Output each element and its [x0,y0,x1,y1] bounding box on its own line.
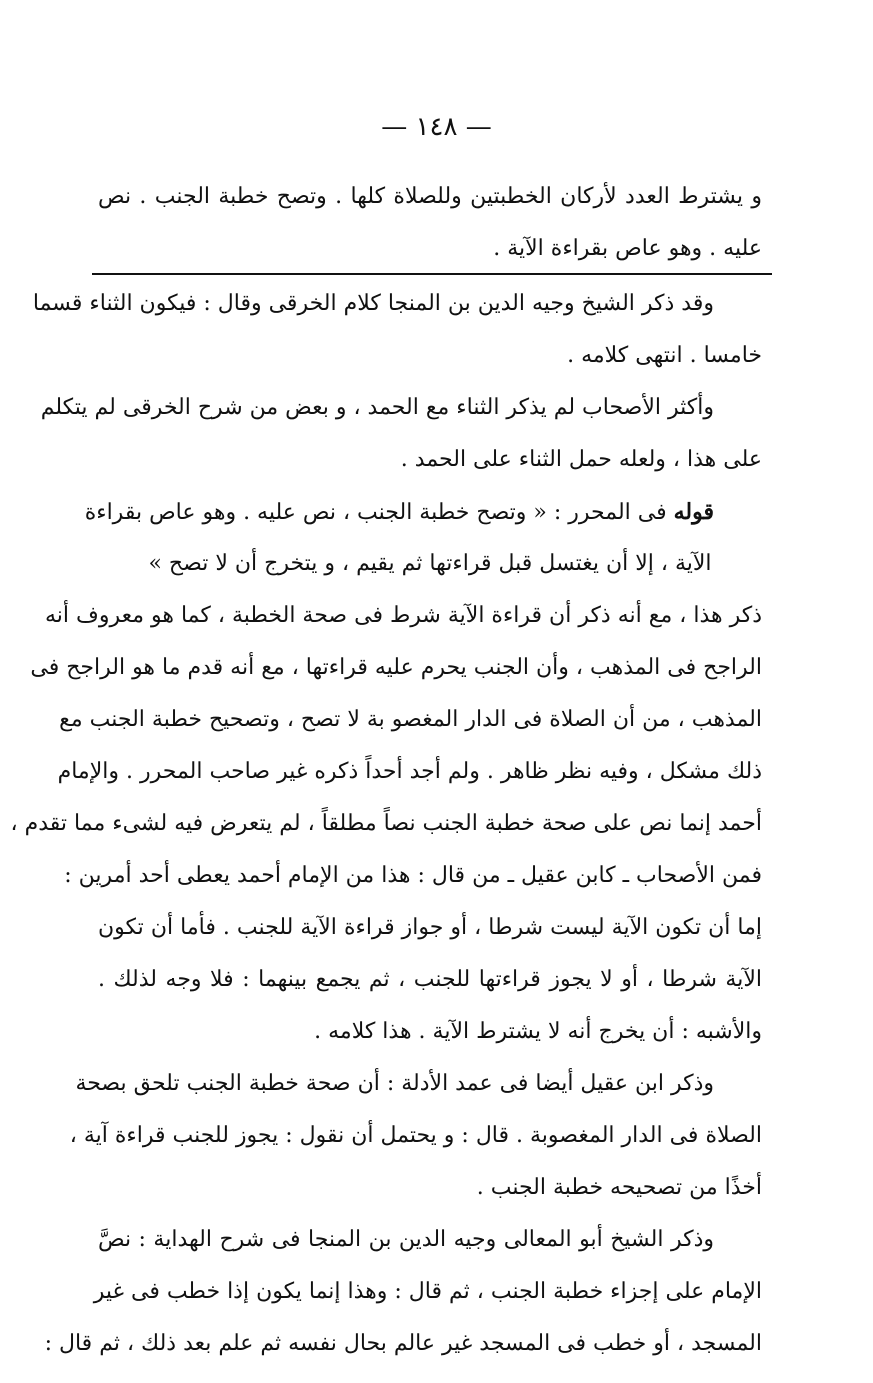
main-text-line: وذكر ابن عقيل أيضا فى عمد الأدلة : أن صحة خطبة الجنب تلحق بصحة [75,1071,714,1096]
main-text-line: ذكر هذا ، مع أنه ذكر أن قراءة الآية شرط فى صحة الخطبة ، كما هو معروف أنه [45,603,762,628]
main-text-line: الراجح فى المذهب ، وأن الجنب يحرم عليه قراءتها ، مع أنه قدم ما هو الراجح فى [30,655,762,680]
main-text-line: ذلك مشكل ، وفيه نظر ظاهر . ولم أجد أحداً ذكره غير صاحب المحرر . والإمام [57,759,762,784]
upper-text-block [98,171,762,275]
main-text-line: الآية شرطا ، أو لا يجوز قراءتها للجنب ، ثم يجمع بينهما : فلا وجه لذلك . [98,967,762,992]
main-text-line: والأشبه : أن يخرج أنه لا يشترط الآية . هذا كلامه . [314,1019,762,1044]
page-number: — ١٤٨ — [381,112,492,142]
main-text-line: على هذا ، ولعله حمل الثناء على الحمد . [400,447,762,472]
main-text-line: المذهب ، من أن الصلاة فى الدار المغصو بة لا تصح ، وتصحيح خطبة الجنب مع [59,707,762,732]
upper-text-line: عليه . وهو عاص بقراءة الآية . [493,236,762,261]
main-text-line: المسجد ، أو خطب فى المسجد غير عالم بحال نفسه ثم علم بعد ذلك ، ثم قال : [44,1331,762,1356]
main-text-line: وذكر الشيخ أبو المعالى وجيه الدين بن المنجا فى شرح الهداية : نصَّ [98,1227,714,1252]
upper-text-line: و يشترط العدد لأركان الخطبتين وللصلاة كلها . وتصح خطبة الجنب . نص [98,184,762,209]
heading-word: قوله [673,499,714,525]
main-text-line: الصلاة فى الدار المغصوبة . قال : و يحتمل أن نقول : يجوز للجنب قراءة آية ، [69,1123,762,1148]
main-text-line: إما أن تكون الآية ليست شرطا ، أو جواز قراءة الآية للجنب . فأما أن تكون [98,915,762,940]
main-text-line: أحمد إنما نص على صحة خطبة الجنب نصاً مطلقاً ، لم يتعرض فيه لشىء مما تقدم ، [10,811,762,836]
main-text-line: الآية ، إلا أن يغتسل قبل قراءتها ثم يقيم ، و يتخرج أن لا تصح » [148,551,712,576]
main-text-block [10,278,762,1370]
main-text-line: فمن الأصحاب ـ كابن عقيل ـ من قال : هذا من الإمام أحمد يعطى أحد أمرين : [64,863,762,888]
main-text-line: أخذًا من تصحيحه خطبة الجنب . [476,1175,762,1200]
line-rest: فى المحرر : « وتصح خطبة الجنب ، نص عليه . وهو عاص بقراءة [84,500,674,525]
main-text-line [84,486,762,538]
separator-rule [92,273,772,275]
main-text-line: خامسا . انتهى كلامه . [567,343,762,368]
main-text-line: وقد ذكر الشيخ وجيه الدين بن المنجا كلام الخرقى وقال : فيكون الثناء قسما [32,291,714,316]
main-text-line: الإمام على إجزاء خطبة الجنب ، ثم قال : وهذا إنما يكون إذا خطب فى غير [93,1279,762,1304]
main-text-line: وأكثر الأصحاب لم يذكر الثناء مع الحمد ، و بعض من شرح الخرقى لم يتكلم [40,395,714,420]
